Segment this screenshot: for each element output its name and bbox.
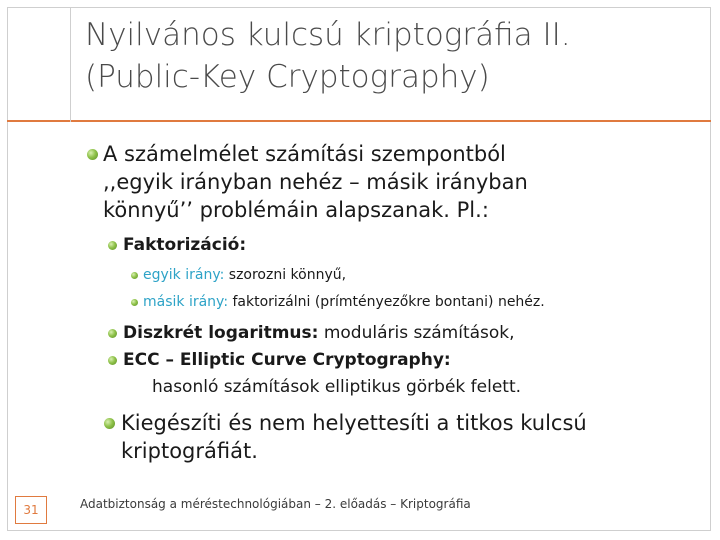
title-line-1: Nyilvános kulcsú kriptográfia II. — [85, 17, 571, 53]
title-line-2: (Public-Key Cryptography) — [85, 59, 490, 95]
dlog-item — [123, 321, 515, 345]
direction-1-label: egyik irány: — [143, 267, 225, 283]
bullet-icon — [131, 272, 138, 279]
dlog-text: moduláris számítások, — [318, 323, 515, 343]
slide-title — [85, 14, 685, 98]
direction-2-text: faktorizálni (prímtényezőkre bontani) nehéz. — [228, 294, 545, 310]
complement-line-1: Kiegészíti és nem helyettesíti a titkos kulcsú — [121, 411, 587, 435]
direction-1 — [143, 265, 346, 285]
ecc-label-rest: – Elliptic Curve Cryptography: — [159, 350, 451, 370]
intro-line-2: ,,egyik irányban nehéz – másik irányban — [103, 170, 528, 194]
intro-paragraph — [103, 140, 663, 224]
factorization-label: Faktorizáció: — [123, 235, 247, 255]
page-number: 31 — [15, 496, 47, 524]
complement-paragraph — [121, 409, 681, 465]
complement-line-2: kriptográfiát. — [121, 439, 258, 463]
direction-2-label: másik irány: — [143, 294, 229, 310]
bullet-icon — [104, 418, 115, 429]
intro-line-3: könnyű’’ problémáin alapszanak. Pl.: — [103, 198, 489, 222]
footer-text: Adatbiztonság a méréstechnológiában – 2. előadás – Kriptográfia — [80, 497, 471, 511]
ecc-item — [123, 348, 451, 372]
ecc-label-prefix: ECC — [123, 350, 160, 370]
direction-2 — [143, 292, 545, 312]
title-divider-line — [70, 7, 71, 122]
intro-line-1: A számelmélet számítási szempontból — [103, 142, 506, 166]
bullet-icon — [87, 149, 98, 160]
direction-1-text: szorozni könnyű, — [224, 267, 347, 283]
bullet-icon — [108, 329, 117, 338]
bullet-icon — [131, 299, 138, 306]
bullet-icon — [108, 241, 117, 250]
dlog-label: Diszkrét logaritmus: — [123, 323, 319, 343]
bullet-icon — [108, 356, 117, 365]
ecc-text: hasonló számítások elliptikus görbék felett. — [152, 377, 522, 397]
